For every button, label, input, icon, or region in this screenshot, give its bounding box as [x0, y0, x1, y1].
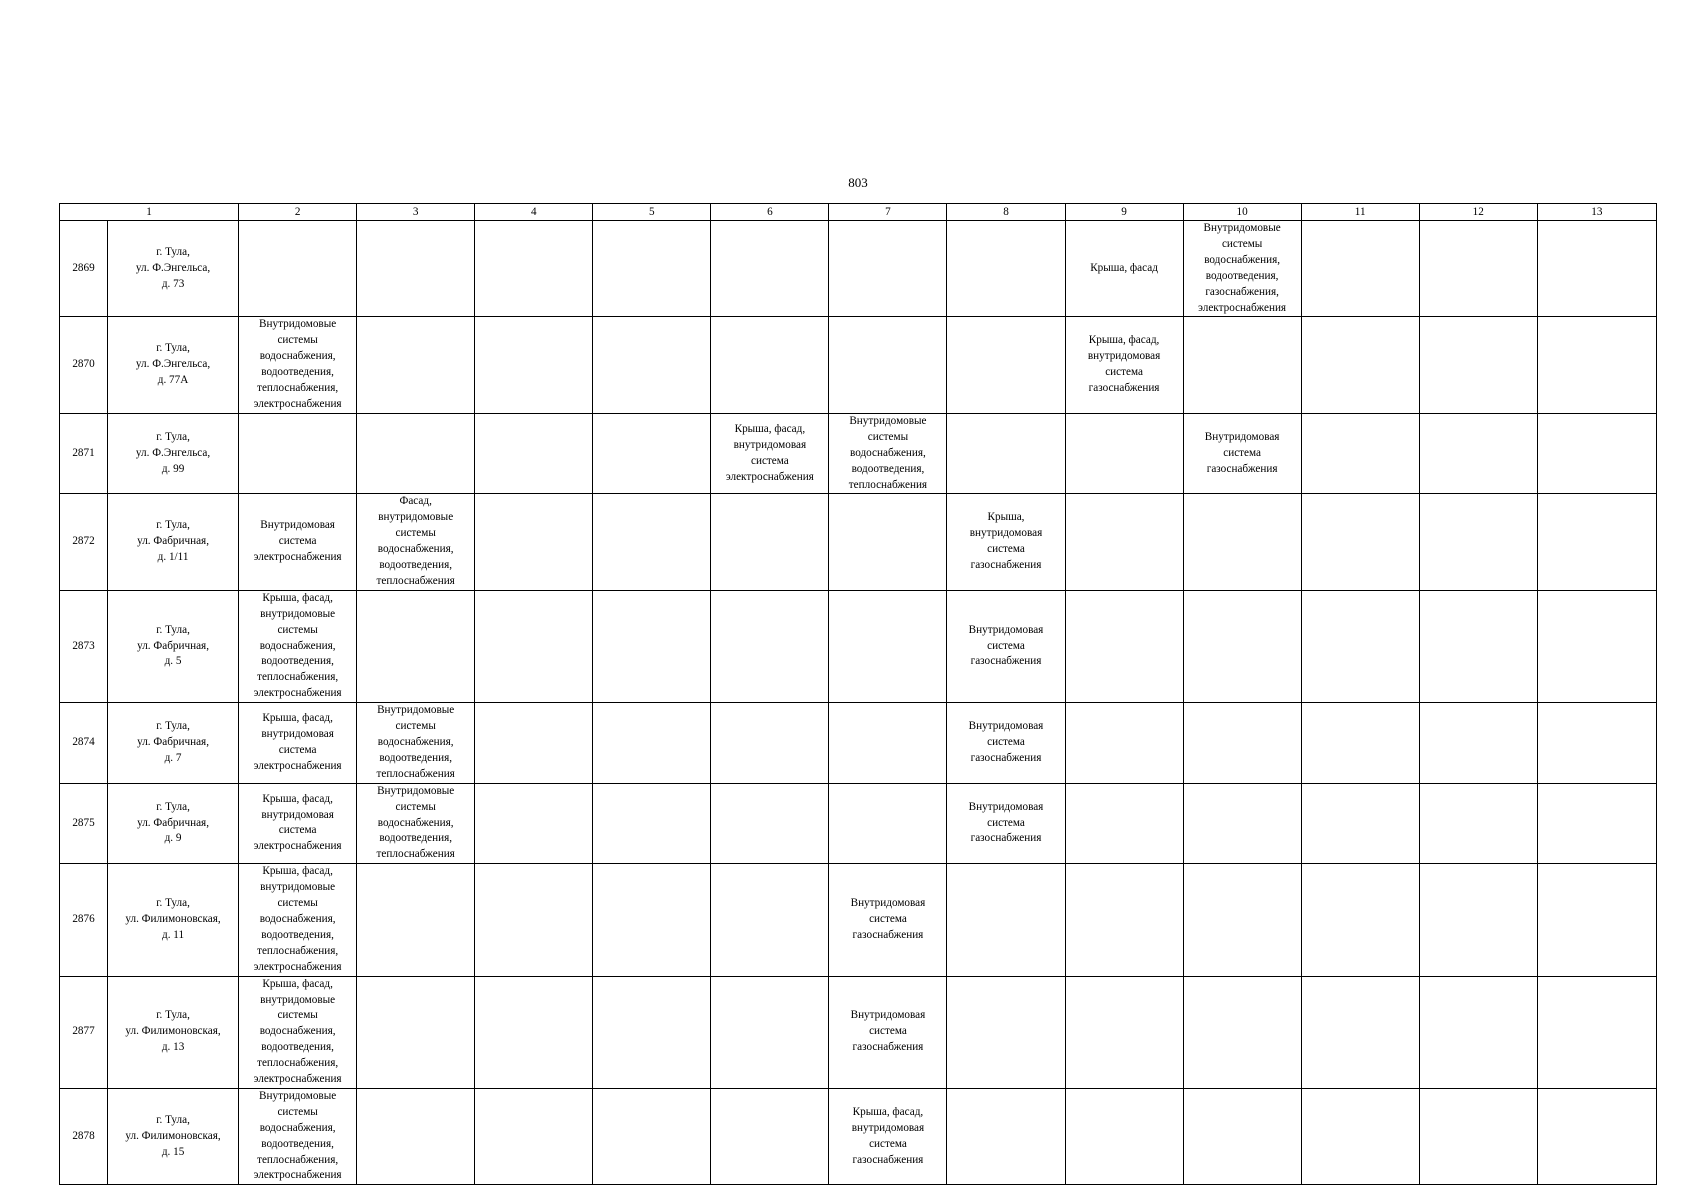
work-type-cell: Крыша, фасад, внутридомовая система электроснабжения: [239, 703, 357, 784]
column-number-cell: 2: [239, 204, 357, 221]
work-type-cell: [1537, 783, 1656, 864]
work-type-cell: Внутридомовая система газоснабжения: [947, 703, 1065, 784]
work-type-cell: [829, 221, 947, 317]
repair-schedule-table: [59, 203, 1657, 1185]
table-row: [60, 221, 1657, 317]
work-type-cell: Крыша, фасад, внутридомовые системы водоснабжения, водоотведения, теплоснабжения, электроснабжения: [239, 976, 357, 1088]
work-type-cell: [1537, 221, 1656, 317]
row-number-cell: 2878: [60, 1088, 108, 1184]
work-type-cell: [1419, 317, 1537, 413]
table-row: [60, 494, 1657, 590]
work-type-cell: [1537, 1088, 1656, 1184]
work-type-cell: [1419, 864, 1537, 976]
work-type-cell: [475, 317, 593, 413]
work-type-cell: Внутридомовая система газоснабжения: [947, 783, 1065, 864]
work-type-cell: [1419, 1088, 1537, 1184]
work-type-cell: [593, 864, 711, 976]
column-number-cell: 1: [60, 204, 239, 221]
work-type-cell: [1065, 864, 1183, 976]
page-number: 803: [848, 175, 868, 190]
work-type-cell: [1301, 1088, 1419, 1184]
work-type-cell: [475, 783, 593, 864]
work-type-cell: [1183, 976, 1301, 1088]
column-number-cell: 13: [1537, 204, 1656, 221]
work-type-cell: [1419, 976, 1537, 1088]
work-type-cell: Внутридомовая система газоснабжения: [947, 590, 1065, 702]
row-number-cell: 2875: [60, 783, 108, 864]
work-type-cell: [1065, 703, 1183, 784]
work-type-cell: [1537, 494, 1656, 590]
work-type-cell: [357, 1088, 475, 1184]
work-type-cell: [1065, 783, 1183, 864]
table-row: [60, 413, 1657, 494]
table-row: [60, 317, 1657, 413]
table-row: [60, 783, 1657, 864]
work-type-cell: Внутридомовые системы водоснабжения, водоотведения, теплоснабжения, электроснабжения: [239, 1088, 357, 1184]
work-type-cell: [475, 221, 593, 317]
column-number-cell: 4: [475, 204, 593, 221]
work-type-cell: [1301, 703, 1419, 784]
work-type-cell: [947, 1088, 1065, 1184]
table-body: [60, 204, 1657, 1185]
column-number-cell: 3: [357, 204, 475, 221]
work-type-cell: [593, 317, 711, 413]
work-type-cell: [947, 413, 1065, 494]
work-type-cell: [1301, 221, 1419, 317]
work-type-cell: [593, 590, 711, 702]
work-type-cell: [357, 864, 475, 976]
address-cell: г. Тула, ул. Филимоновская, д. 13: [108, 976, 239, 1088]
work-type-cell: [1301, 976, 1419, 1088]
work-type-cell: [711, 783, 829, 864]
column-number-row: [60, 204, 1657, 221]
work-type-cell: [1419, 413, 1537, 494]
work-type-cell: Внутридомовые системы водоснабжения, водоотведения, теплоснабжения: [357, 783, 475, 864]
work-type-cell: [1301, 864, 1419, 976]
work-type-cell: [475, 703, 593, 784]
work-type-cell: Крыша, фасад: [1065, 221, 1183, 317]
work-type-cell: [947, 317, 1065, 413]
work-type-cell: Крыша, фасад, внутридомовая система газоснабжения: [1065, 317, 1183, 413]
work-type-cell: [475, 590, 593, 702]
work-type-cell: [239, 221, 357, 317]
work-type-cell: [1537, 703, 1656, 784]
work-type-cell: Внутридомовая система газоснабжения: [829, 976, 947, 1088]
work-type-cell: [829, 590, 947, 702]
work-type-cell: Крыша, фасад, внутридомовая система электроснабжения: [239, 783, 357, 864]
table-row: [60, 1088, 1657, 1184]
work-type-cell: [475, 1088, 593, 1184]
work-type-cell: [711, 703, 829, 784]
work-type-cell: [829, 317, 947, 413]
work-type-cell: [1183, 783, 1301, 864]
address-cell: г. Тула, ул. Ф.Энгельса, д. 77А: [108, 317, 239, 413]
column-number-cell: 5: [593, 204, 711, 221]
work-type-cell: [1183, 1088, 1301, 1184]
work-type-cell: [593, 976, 711, 1088]
work-type-cell: [711, 494, 829, 590]
work-type-cell: [357, 590, 475, 702]
work-type-cell: [829, 703, 947, 784]
work-type-cell: [1537, 413, 1656, 494]
address-cell: г. Тула, ул. Фабричная, д. 7: [108, 703, 239, 784]
work-type-cell: [593, 703, 711, 784]
work-type-cell: [711, 221, 829, 317]
work-type-cell: [1301, 494, 1419, 590]
address-cell: г. Тула, ул. Фабричная, д. 1/11: [108, 494, 239, 590]
work-type-cell: [1537, 864, 1656, 976]
work-type-cell: [829, 494, 947, 590]
row-number-cell: 2877: [60, 976, 108, 1088]
address-cell: г. Тула, ул. Фабричная, д. 5: [108, 590, 239, 702]
work-type-cell: [1537, 590, 1656, 702]
work-type-cell: [1065, 413, 1183, 494]
table-row: [60, 976, 1657, 1088]
work-type-cell: [475, 494, 593, 590]
work-type-cell: [593, 494, 711, 590]
work-type-cell: [947, 221, 1065, 317]
work-type-cell: [711, 1088, 829, 1184]
column-number-cell: 8: [947, 204, 1065, 221]
address-cell: г. Тула, ул. Ф.Энгельса, д. 99: [108, 413, 239, 494]
work-type-cell: [1065, 590, 1183, 702]
work-type-cell: [593, 783, 711, 864]
work-type-cell: Внутридомовые системы водоснабжения, водоотведения, теплоснабжения: [357, 703, 475, 784]
column-number-cell: 10: [1183, 204, 1301, 221]
work-type-cell: [1301, 413, 1419, 494]
work-type-cell: [1183, 703, 1301, 784]
address-cell: г. Тула, ул. Ф.Энгельса, д. 73: [108, 221, 239, 317]
table-row: [60, 590, 1657, 702]
work-type-cell: [711, 864, 829, 976]
work-type-cell: [1301, 317, 1419, 413]
row-number-cell: 2870: [60, 317, 108, 413]
work-type-cell: [593, 1088, 711, 1184]
work-type-cell: Внутридомовые системы водоснабжения, водоотведения, теплоснабжения: [829, 413, 947, 494]
column-number-cell: 7: [829, 204, 947, 221]
row-number-cell: 2869: [60, 221, 108, 317]
work-type-cell: [1419, 494, 1537, 590]
table-row: [60, 703, 1657, 784]
work-type-cell: [1419, 590, 1537, 702]
work-type-cell: Крыша, фасад, внутридомовая система электроснабжения: [711, 413, 829, 494]
column-number-cell: 11: [1301, 204, 1419, 221]
work-type-cell: [475, 413, 593, 494]
work-type-cell: [1183, 494, 1301, 590]
column-number-cell: 6: [711, 204, 829, 221]
work-type-cell: [711, 317, 829, 413]
address-cell: г. Тула, ул. Фабричная, д. 9: [108, 783, 239, 864]
work-type-cell: [711, 590, 829, 702]
work-type-cell: Крыша, фасад, внутридомовые системы водоснабжения, водоотведения, теплоснабжения, электроснабжения: [239, 864, 357, 976]
work-type-cell: [947, 976, 1065, 1088]
work-type-cell: Фасад, внутридомовые системы водоснабжения, водоотведения, теплоснабжения: [357, 494, 475, 590]
work-type-cell: [1419, 703, 1537, 784]
column-number-cell: 12: [1419, 204, 1537, 221]
work-type-cell: [475, 976, 593, 1088]
row-number-cell: 2876: [60, 864, 108, 976]
row-number-cell: 2872: [60, 494, 108, 590]
work-type-cell: [1065, 1088, 1183, 1184]
address-cell: г. Тула, ул. Филимоновская, д. 15: [108, 1088, 239, 1184]
work-type-cell: [947, 864, 1065, 976]
work-type-cell: Крыша, фасад, внутридомовая система газоснабжения: [829, 1088, 947, 1184]
work-type-cell: [357, 221, 475, 317]
table-row: [60, 864, 1657, 976]
work-type-cell: [593, 413, 711, 494]
work-type-cell: [357, 317, 475, 413]
work-type-cell: [593, 221, 711, 317]
work-type-cell: [829, 783, 947, 864]
work-type-cell: [1419, 783, 1537, 864]
work-type-cell: [357, 976, 475, 1088]
work-type-cell: Внутридомовые системы водоснабжения, водоотведения, теплоснабжения, электроснабжения: [239, 317, 357, 413]
work-type-cell: [1065, 494, 1183, 590]
address-cell: г. Тула, ул. Филимоновская, д. 11: [108, 864, 239, 976]
work-type-cell: [1183, 317, 1301, 413]
work-type-cell: [1183, 590, 1301, 702]
work-type-cell: [239, 413, 357, 494]
row-number-cell: 2871: [60, 413, 108, 494]
work-type-cell: Внутридомовая система газоснабжения: [1183, 413, 1301, 494]
work-type-cell: Крыша, внутридомовая система газоснабжения: [947, 494, 1065, 590]
work-type-cell: [711, 976, 829, 1088]
work-type-cell: [1419, 221, 1537, 317]
work-type-cell: Внутридомовая система электроснабжения: [239, 494, 357, 590]
column-number-cell: 9: [1065, 204, 1183, 221]
work-type-cell: [475, 864, 593, 976]
work-type-cell: Внутридомовые системы водоснабжения, водоотведения, газоснабжения, электроснабжения: [1183, 221, 1301, 317]
work-type-cell: [1301, 783, 1419, 864]
row-number-cell: 2873: [60, 590, 108, 702]
work-type-cell: [1537, 976, 1656, 1088]
work-type-cell: [1183, 864, 1301, 976]
row-number-cell: 2874: [60, 703, 108, 784]
work-type-cell: Внутридомовая система газоснабжения: [829, 864, 947, 976]
work-type-cell: [357, 413, 475, 494]
work-type-cell: [1537, 317, 1656, 413]
work-type-cell: Крыша, фасад, внутридомовые системы водоснабжения, водоотведения, теплоснабжения, электроснабжения: [239, 590, 357, 702]
work-type-cell: [1065, 976, 1183, 1088]
work-type-cell: [1301, 590, 1419, 702]
